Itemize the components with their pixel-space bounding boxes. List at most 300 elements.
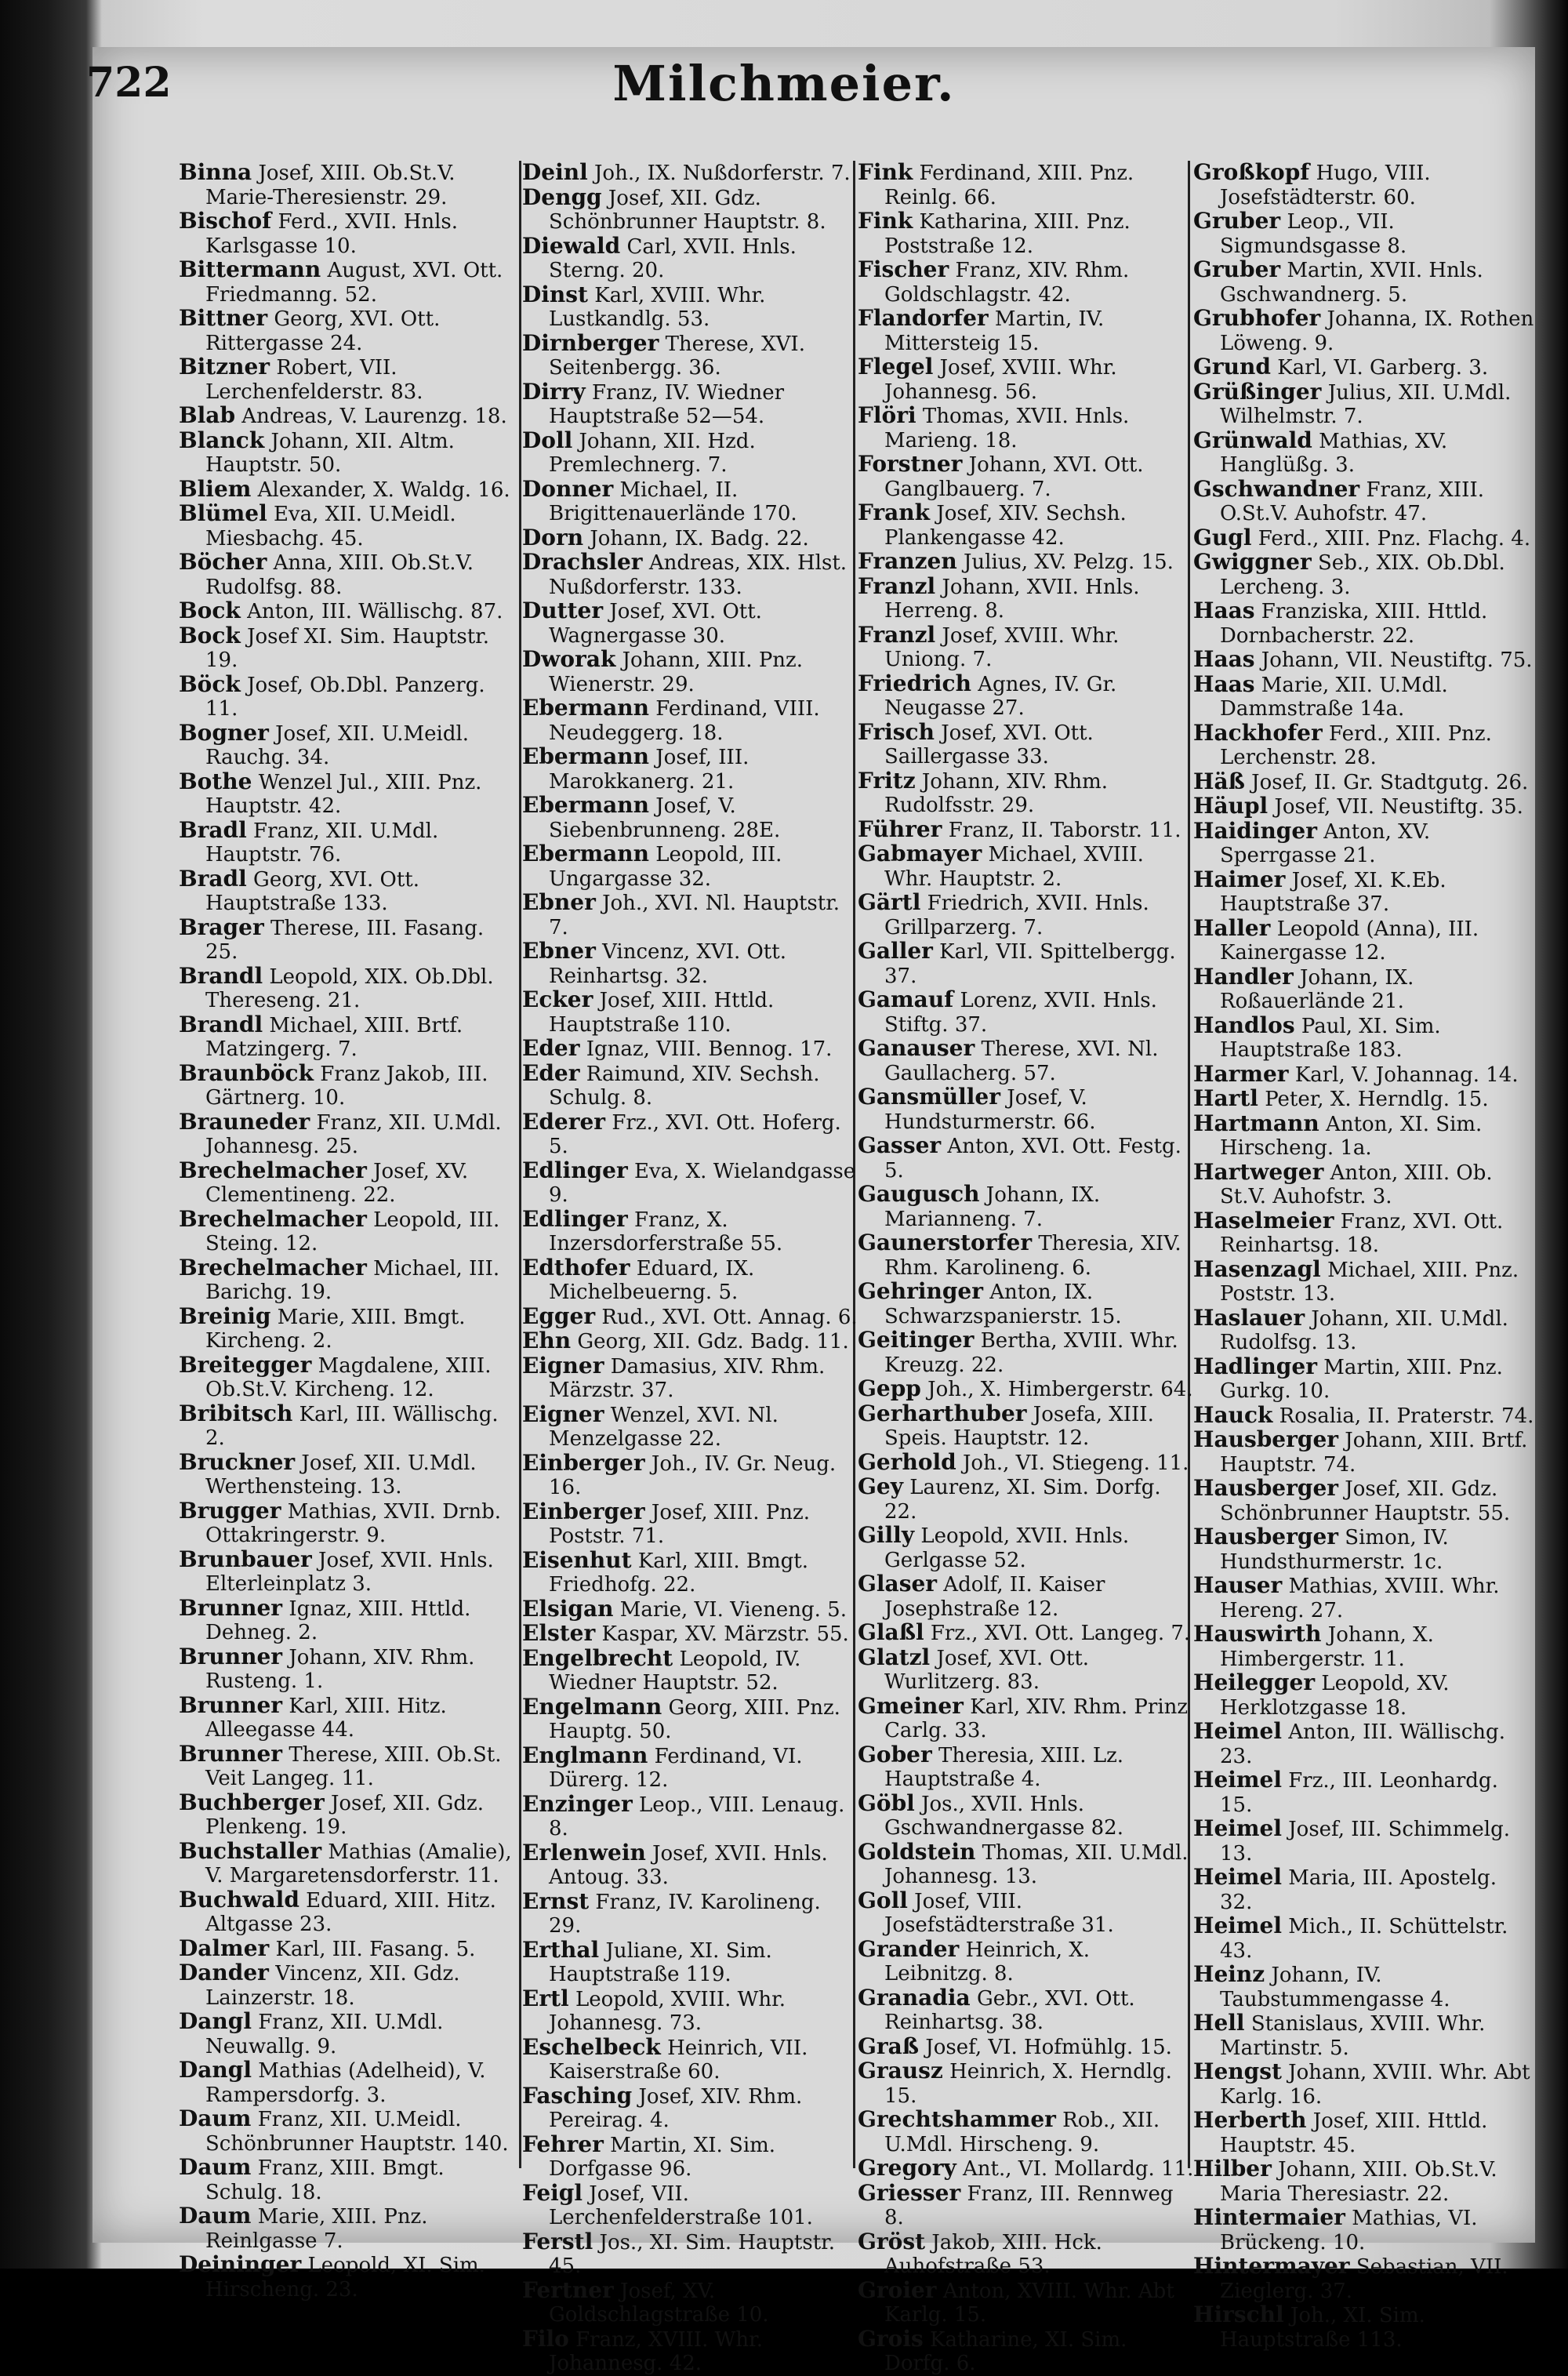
entry-details: Wenzel Jul., XIII. Pnz. Hauptstr. 42. (205, 770, 482, 818)
entry-name: Eisenhut (522, 1546, 632, 1573)
entry-name: Daum (179, 2105, 252, 2131)
directory-entry (858, 550, 1195, 575)
entry-name: Häß (1193, 768, 1245, 794)
entry-name: Dalmer (179, 1935, 270, 1961)
entry-details: Karl, XIV. Rhm. Prinz Carlg. 33. (884, 1695, 1189, 1742)
entry-name: Dutter (522, 598, 604, 623)
entry-name: Grund (1193, 354, 1271, 380)
entry-name: Hadlinger (1193, 1353, 1317, 1379)
entry-name: Grüßinger (1193, 378, 1322, 405)
entry-details: Josef, VII. Lerchenfelderstraße 101. (549, 2182, 813, 2229)
entry-name: Gey (858, 1473, 903, 1499)
entry-name: Feigl (522, 2179, 583, 2206)
directory-entry (179, 1888, 516, 1937)
directory-entry (179, 1791, 516, 1840)
entry-name: Franzl (858, 621, 936, 648)
entry-details: Anton, XIII. Ob. St.V. Auhofstr. 3. (1220, 1161, 1493, 1208)
entry-details: Joh., IX. Nußdorferstr. 7. (594, 162, 851, 185)
entry-name: Forstner (858, 451, 963, 477)
entry-name: Gehringer (858, 1278, 983, 1304)
entry-name: Grubhofer (1193, 305, 1321, 331)
entry-details: Josef, XIII. Httld. Hauptstr. 45. (1220, 2109, 1488, 2157)
entry-name: Doll (522, 427, 573, 453)
entry-name: Führer (858, 816, 942, 842)
directory-entry (1193, 2011, 1534, 2060)
entry-name: Ebermann (522, 743, 649, 769)
directory-entry (522, 599, 859, 648)
entry-details: Josef, XII. Gdz. Plenkeng. 19. (205, 1791, 484, 1839)
entry-name: Eder (522, 1035, 580, 1061)
directory-entry (1193, 1720, 1534, 1768)
entry-details: August, XVI. Ott. Friedmanng. 52. (205, 259, 503, 307)
entry-name: Drachsler (522, 549, 643, 575)
entry-name: Gerhold (858, 1448, 956, 1475)
entry-name: Erlenwein (522, 1839, 646, 1866)
directory-entry (1193, 2109, 1534, 2157)
directory-entry (522, 1205, 859, 1256)
entry-details: Johann, IX. Badg. 22. (590, 526, 809, 550)
directory-entry (1193, 161, 1534, 209)
entry-name: Egger (522, 1302, 596, 1329)
entry-name: Eigner (522, 1352, 604, 1379)
entry-details: Leopold, XIX. Ob.Dbl. Thereseng. 21. (205, 965, 494, 1012)
entry-details: Franz, II. Taborstr. 11. (948, 818, 1181, 842)
directory-entry (522, 1695, 859, 1744)
entry-name: Gilly (858, 1522, 915, 1548)
entry-name: Göbl (858, 1789, 915, 1816)
entry-details: Seb., XIX. Ob.Dbl. Lercheng. 3. (1220, 551, 1505, 599)
directory-entry (179, 1937, 516, 1962)
entry-details: Thomas, XVII. Hnls. Marieng. 18. (884, 405, 1130, 452)
directory-entry (179, 2058, 516, 2107)
entry-details: Martin, XI. Sim. Dorfgasse 96. (549, 2133, 776, 2181)
entry-details: Franz, XIII. Bmgt. Schulg. 18. (205, 2156, 445, 2204)
entry-name: Fink (858, 159, 913, 185)
entry-details: Johann, X. Himbergerstr. 11. (1220, 1623, 1434, 1671)
entry-name: Heilegger (1193, 1669, 1316, 1695)
entry-details: Michael, XVIII. Whr. Hauptstr. 2. (884, 843, 1144, 891)
entry-details: Mathias (Adelheid), V. Rampersdorfg. 3. (205, 2059, 486, 2107)
directory-entry (522, 2327, 859, 2376)
entry-name: Ebermann (522, 841, 649, 866)
entry-details: Ignaz, XIII. Httld. Dehneg. 2. (205, 1597, 471, 1644)
entry-name: Fasching (522, 2082, 633, 2109)
entry-name: Gansmüller (858, 1084, 1000, 1110)
directory-entry (1193, 1060, 1534, 1088)
entry-details: Anton, XVIII. Whr. Abt Karlg. 15. (884, 2279, 1174, 2327)
entry-name: Bock (179, 622, 241, 648)
directory-entry (858, 1789, 1195, 1840)
directory-entry (858, 2108, 1195, 2156)
entry-details: Josef, XII. U.Meidl. Rauchg. 34. (205, 721, 470, 769)
directory-entry (858, 1524, 1195, 1572)
entry-details: Karl, XIII. Bmgt. Friedhofg. 22. (549, 1549, 808, 1597)
directory-entry (179, 429, 516, 478)
directory-entry (1193, 914, 1534, 965)
directory-entry (522, 1256, 859, 1305)
entry-name: Erthal (522, 1936, 600, 1963)
directory-entry (1193, 721, 1534, 770)
directory-entry (858, 1231, 1195, 1280)
directory-entry (1193, 2060, 1534, 2109)
entry-details: Johanna, IX. Rothen Löweng. 9. (1220, 307, 1534, 355)
entry-name: Bogner (179, 719, 269, 746)
directory-entry (179, 1256, 516, 1305)
entry-details: Franz, XII. U.Mdl. Hauptstr. 76. (205, 819, 439, 866)
entry-details: Leopold, XVIII. Whr. Johannesg. 73. (549, 1987, 786, 2035)
directory-entry (858, 988, 1195, 1037)
entry-name: Bischof (179, 208, 272, 234)
entry-details: Johann, XII. Altm. Hauptstr. 50. (205, 429, 455, 477)
entry-details: Friedrich, XVII. Hnls. Grillparzerg. 7. (884, 892, 1149, 939)
entry-name: Fritz (858, 767, 916, 794)
entry-name: Galler (858, 938, 933, 964)
entry-details: Michael, XIII. Brtf. Matzingerg. 7. (205, 1013, 463, 1061)
entry-name: Brandl (179, 1011, 263, 1037)
directory-entry (1193, 550, 1534, 599)
entry-name: Hartl (1193, 1085, 1258, 1111)
entry-details: Gebr., XVI. Ott. Reinhartsg. 38. (884, 1986, 1135, 2034)
entry-details: Josef, III. Marokkanerg. 21. (549, 746, 750, 794)
entry-details: Karl, V. Johannag. 14. (1294, 1063, 1519, 1087)
entry-name: Dangl (179, 2057, 252, 2083)
entry-name: Engelbrecht (522, 1644, 673, 1671)
directory-entry (1193, 1428, 1534, 1477)
directory-entry (1193, 819, 1534, 868)
entry-name: Goldstein (858, 1838, 976, 1865)
entry-name: Bittermann (179, 256, 321, 282)
entry-name: Haas (1193, 646, 1255, 672)
entry-name: Goll (858, 1887, 908, 1913)
directory-entry (179, 209, 516, 258)
entry-name: Dirry (522, 378, 586, 405)
directory-entry (1193, 868, 1534, 917)
entry-name: Häupl (1193, 793, 1269, 819)
directory-entry (1193, 1525, 1534, 1574)
entry-name: Gschwandner (1193, 475, 1360, 502)
entry-details: Adolf, II. Kaiser Josephstraße 12. (884, 1573, 1105, 1621)
entry-name: Buchwald (179, 1886, 299, 1913)
entry-name: Buchstaller (179, 1837, 322, 1864)
entry-name: Graß (858, 2033, 920, 2059)
entry-name: Franzen (858, 548, 957, 574)
entry-details: Josef, XII. Gdz. Schönbrunner Hauptstr. 55. (1220, 1477, 1511, 1525)
entry-name: Gruber (1193, 208, 1281, 234)
entry-details: Josef, XII. U.Mdl. Werthensteing. 13. (205, 1451, 477, 1499)
entry-details: Georg, XIII. Pnz. Hauptg. 50. (549, 1695, 840, 1743)
entry-details: Mathias, VI. Brückeng. 10. (1220, 2207, 1478, 2254)
directory-entry (1193, 209, 1534, 258)
entry-details: Josefa, XIII. Speis. Hauptstr. 12. (884, 1402, 1154, 1450)
directory-entry (858, 2327, 1195, 2376)
directory-entry (179, 1059, 516, 1110)
directory-entry (522, 1037, 859, 1062)
entry-details: Frz., XVI. Ott. Langeg. 7. (930, 1622, 1191, 1645)
entry-name: Gmeiner (858, 1692, 964, 1719)
entry-details: Frz., III. Leonhardg. 15. (1220, 1769, 1498, 1817)
directory-entry (522, 1987, 859, 2036)
entry-name: Geitinger (858, 1327, 975, 1353)
entry-details: Marie, XIII. Pnz. Reinlgasse 7. (205, 2205, 428, 2253)
entry-details: Anton, XV. Sperrgasse 21. (1220, 819, 1431, 867)
entry-details: Katharina, XIII. Pnz. Poststraße 12. (884, 210, 1131, 258)
entry-details: Theresia, XIII. Lz. Hauptstraße 4. (884, 1743, 1124, 1791)
entry-name: Gabmayer (858, 841, 982, 866)
entry-name: Blab (179, 402, 236, 428)
directory-column-4 (1193, 159, 1534, 2352)
directory-entry (179, 502, 516, 550)
directory-entry (858, 1840, 1195, 1889)
entry-name: Braunböck (179, 1059, 314, 1086)
entry-details: Leopold, III. Steing. 12. (205, 1208, 500, 1255)
entry-name: Brunbauer (179, 1546, 312, 1572)
entry-details: Leopold, XV. Herklotzgasse 18. (1220, 1672, 1450, 1720)
entry-details: Josef, XVII. Hnls. Antoug. 33. (549, 1841, 828, 1889)
entry-details: Johann, XII. Hzd. Premlechnerg. 7. (549, 429, 756, 477)
entry-name: Ebermann (522, 695, 649, 721)
directory-entry (179, 721, 516, 770)
entry-details: Franz, XIII. O.St.V. Auhofstr. 47. (1220, 478, 1484, 525)
directory-entry (858, 1986, 1195, 2035)
entry-name: Glatzl (858, 1644, 931, 1670)
entry-name: Edlinger (522, 1157, 628, 1183)
directory-entry (522, 161, 859, 186)
directory-entry (522, 2133, 859, 2182)
directory-entry (1193, 1622, 1534, 1671)
entry-name: Blümel (179, 500, 267, 526)
directory-entry (858, 1475, 1195, 1524)
entry-details: Ferd., XIII. Pnz. Lerchenstr. 28. (1220, 721, 1492, 769)
directory-entry (1193, 429, 1534, 478)
entry-details: Julius, XII. U.Mdl. Wilhelmstr. 7. (1220, 380, 1512, 428)
entry-details: Bertha, XVIII. Whr. Kreuzg. 22. (884, 1329, 1178, 1377)
entry-name: Heimel (1193, 1864, 1282, 1890)
entry-details: Karl, XVIII. Whr. Lustkandlg. 53. (549, 283, 766, 331)
entry-details: Josef, V. Siebenbrunneng. 28E. (549, 794, 781, 842)
entry-details: Heinrich, X. Leibnitzg. 8. (884, 1938, 1091, 1985)
directory-entry (858, 307, 1195, 355)
entry-details: Mathias, XVIII. Whr. Hereng. 27. (1220, 1575, 1500, 1622)
entry-details: Georg, XII. Gdz. Badg. 11. (577, 1330, 849, 1353)
entry-name: Einberger (522, 1498, 645, 1524)
directory-entry (858, 404, 1195, 452)
directory-entry (522, 1451, 859, 1500)
entry-details: Johann, IX. Roßauerlände 21. (1220, 965, 1414, 1013)
directory-entry (858, 1448, 1195, 1476)
directory-entry (1193, 526, 1534, 551)
directory-entry (858, 1621, 1195, 1646)
directory-entry (1193, 1209, 1534, 1258)
entry-name: Einberger (522, 1449, 645, 1476)
entry-name: Hasenzagl (1193, 1255, 1321, 1282)
entry-name: Hengst (1193, 2058, 1282, 2084)
entry-name: Hintermaier (1193, 2204, 1345, 2230)
entry-details: Joh., X. Himbergerstr. 64. (927, 1378, 1193, 1401)
entry-details: Franz, X. Inzersdorferstraße 55. (549, 1208, 783, 1255)
entry-name: Gerharthuber (858, 1400, 1027, 1426)
entry-name: Fehrer (522, 2131, 604, 2157)
entry-name: Flöri (858, 402, 916, 428)
entry-details: Michael, III. Barichg. 19. (205, 1256, 500, 1304)
entry-details: Therese, XIII. Ob.St. Veit Langeg. 11. (205, 1742, 502, 1790)
entry-name: Flandorfer (858, 305, 989, 331)
directory-entry (1193, 1355, 1534, 1404)
directory-entry (522, 475, 859, 526)
entry-details: Marie, XII. U.Mdl. Dammstraße 14a. (1220, 673, 1448, 721)
entry-details: Martin, IV. Mittersteig 15. (884, 307, 1105, 355)
directory-entry (858, 209, 1195, 258)
directory-entry (1193, 2303, 1534, 2352)
directory-entry (858, 1183, 1195, 1231)
directory-entry (179, 1448, 516, 1499)
entry-name: Grois (858, 2325, 924, 2352)
entry-details: Jakob, XIII. Hck. Auhofstraße 53. (884, 2230, 1102, 2278)
entry-details: Vincenz, XVI. Ott. Reinhartsg. 32. (549, 940, 786, 988)
entry-name: Dander (179, 1960, 269, 1985)
entry-details: Johann, XII. U.Mdl. Rudolfsg. 13. (1220, 1306, 1508, 1354)
entry-details: Josef, XI. K.Eb. Hauptstraße 37. (1220, 868, 1446, 916)
entry-details: Karl, III. Wällischg. 2. (205, 1402, 499, 1450)
directory-entry (1193, 2157, 1534, 2206)
directory-entry (179, 1302, 516, 1353)
entry-details: Ant., VI. Mollardg. 11. (963, 2157, 1194, 2181)
entry-name: Haas (1193, 598, 1255, 623)
entry-name: Ehn (522, 1328, 572, 1353)
entry-details: Josef, XIV. Sechsh. Plankengasse 42. (884, 502, 1127, 550)
entry-name: Heimel (1193, 1767, 1282, 1793)
directory-entry (858, 1280, 1195, 1328)
entry-details: Hugo, VIII. Josefstädterstr. 60. (1220, 162, 1431, 209)
entry-details: Georg, XVI. Ott. Rittergasse 24. (205, 307, 441, 355)
directory-entry (858, 452, 1195, 501)
directory-entry (858, 1935, 1195, 1986)
directory-entry (858, 1889, 1195, 1938)
directory-entry (858, 572, 1195, 623)
entry-name: Heimel (1193, 1913, 1282, 1938)
directory-entry (522, 696, 859, 745)
directory-entry (858, 891, 1195, 939)
directory-entry (522, 2084, 859, 2133)
directory-entry (522, 1354, 859, 1403)
entry-details: Stanislaus, XVIII. Whr. Martinstr. 5. (1220, 2012, 1486, 2060)
entry-details: Therese, III. Fasang. 25. (205, 916, 485, 964)
entry-name: Deinl (522, 159, 588, 185)
directory-entry (522, 1622, 859, 1647)
directory-entry (858, 2230, 1195, 2279)
directory-entry (858, 1743, 1195, 1792)
directory-entry (858, 258, 1195, 307)
entry-details: Johann, XVIII. Whr. Abt Karlg. 16. (1220, 2061, 1530, 2109)
entry-name: Franzl (858, 572, 936, 599)
entry-details: Kaspar, XV. Märzstr. 55. (601, 1622, 849, 1646)
entry-details: Josef, XIII. Ob.St.V. Marie-Theresienstr. 29. (205, 162, 456, 209)
entry-name: Haimer (1193, 866, 1286, 892)
entry-details: Karl, III. Fasang. 5. (275, 1937, 476, 1961)
entry-name: Dengg (522, 183, 602, 210)
entry-name: Hausberger (1193, 1524, 1339, 1549)
entry-details: Johann, XVII. Hnls. Herreng. 8. (884, 575, 1140, 623)
entry-name: Dorn (522, 524, 584, 550)
directory-entry (858, 2156, 1195, 2182)
entry-details: Karl, VII. Spittelbergg. 37. (884, 940, 1176, 988)
entry-details: Frz., XVI. Ott. Hoferg. 5. (549, 1110, 841, 1158)
directory-entry (179, 1742, 516, 1791)
entry-name: Brunner (179, 1643, 283, 1669)
entry-name: Elsigan (522, 1595, 614, 1622)
entry-name: Bribitsch (179, 1400, 293, 1426)
directory-entry (1193, 1158, 1534, 1209)
entry-details: Ignaz, VIII. Bennog. 17. (586, 1037, 833, 1061)
running-head: Milchmeier. (612, 55, 956, 112)
entry-details: Paul, XI. Sim. Hauptstraße 183. (1220, 1014, 1441, 1062)
directory-entry (1193, 1768, 1534, 1817)
entry-name: Hackhofer (1193, 719, 1323, 746)
entry-details: Anton, III. Wällischg. 23. (1220, 1720, 1505, 1768)
entry-details: Jos., XI. Sim. Hauptstr. 45. (549, 2230, 835, 2278)
entry-details: Johann, IV. Taubstummengasse 4. (1220, 1964, 1450, 2011)
entry-name: Brechelmacher (179, 1157, 367, 1183)
directory-entry (522, 283, 859, 332)
directory-entry (179, 2204, 516, 2253)
directory-entry (179, 624, 516, 673)
entry-name: Groier (858, 2276, 937, 2303)
entry-details: Agnes, IV. Gr. Neugasse 27. (884, 672, 1117, 720)
directory-entry (1193, 1401, 1534, 1429)
directory-entry (179, 355, 516, 404)
entry-name: Brunner (179, 1691, 283, 1718)
entry-name: Glaser (858, 1571, 938, 1597)
directory-entry (179, 599, 516, 624)
entry-details: Josef, XIII. Pnz. Poststr. 71. (549, 1500, 810, 1548)
entry-details: Michael, II. Brigittenauerlände 170. (549, 478, 797, 525)
directory-entry (1193, 380, 1534, 429)
entry-details: Franz, XII. U.Meidl. Schönbrunner Hauptstr. 140. (205, 2108, 509, 2156)
entry-name: Gepp (858, 1375, 921, 1401)
entry-name: Bradl (179, 865, 247, 892)
directory-entry (522, 1546, 859, 1597)
directory-entry (179, 1691, 516, 1742)
entry-name: Dirnberger (522, 329, 659, 356)
entry-name: Gaugusch (858, 1181, 980, 1207)
entry-details: Josef, XIII. Httld. Hauptstraße 110. (549, 989, 775, 1037)
entry-name: Bothe (179, 768, 252, 794)
entry-details: Josef, XVI. Ott. Saillergasse 33. (884, 721, 1094, 768)
entry-name: Brauneder (179, 1108, 310, 1135)
entry-details: Karl, VI. Garberg. 3. (1277, 356, 1489, 380)
entry-name: Haas (1193, 670, 1255, 697)
entry-name: Handlos (1193, 1012, 1295, 1038)
directory-entry (1193, 1671, 1534, 1720)
entry-details: Franz, III. Rennweg 8. (884, 2182, 1174, 2229)
entry-name: Griesser (858, 2179, 961, 2206)
directory-entry (179, 550, 516, 599)
directory-entry (522, 183, 859, 234)
entry-name: Fischer (858, 256, 949, 282)
directory-entry (179, 1594, 516, 1645)
entry-details: Josef, XVI. Ott. Wagnergasse 30. (549, 600, 762, 648)
directory-column-3 (858, 159, 1195, 2375)
entry-details: Ferd., XVII. Hnls. Karlsgasse 10. (205, 210, 459, 258)
entry-details: Josef, XV. Goldschlagstraße 10. (549, 2279, 769, 2327)
entry-name: Daum (179, 2203, 252, 2229)
entry-details: Franz, XIV. Rhm. Goldschlagstr. 42. (884, 259, 1130, 307)
entry-details: Mathias, XVII. Drnb. Ottakringerstr. 9. (205, 1499, 502, 1547)
entry-name: Dworak (522, 646, 616, 672)
entry-name: Ebner (522, 889, 596, 915)
entry-details: Eva, XII. U.Meidl. Miesbachg. 45. (205, 503, 456, 550)
entry-name: Edthofer (522, 1254, 630, 1281)
entry-details: Leop., VII. Sigmundsgasse 8. (1220, 210, 1407, 258)
